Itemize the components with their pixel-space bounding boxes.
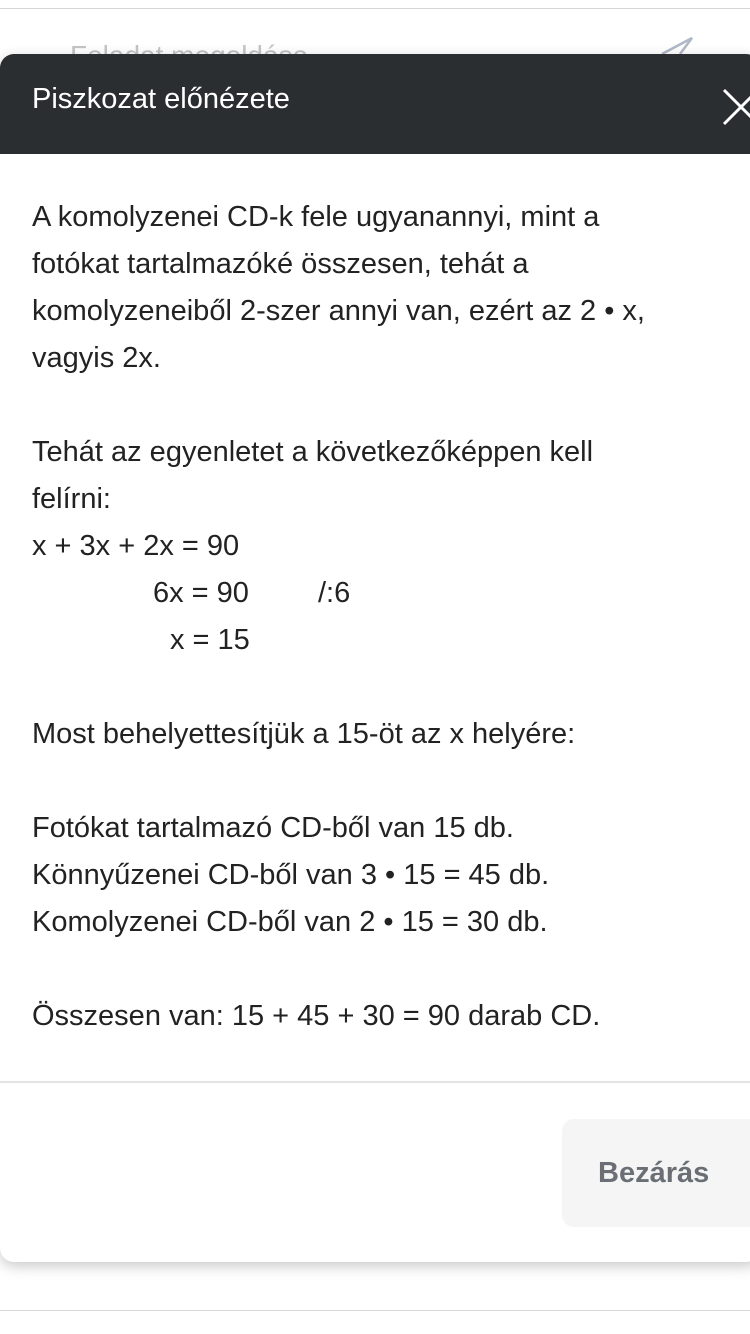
background-divider [0,8,750,9]
close-button[interactable]: Bezárás [562,1119,750,1227]
modal-title: Piszkozat előnézete [32,83,290,115]
equation-operation: /:6 [318,577,351,609]
modal-footer-divider [0,1081,750,1083]
text-line: komolyzeneiből 2-szer annyi van, ezért az 2 • x, [32,295,645,327]
text-line: vagyis 2x. [32,342,161,374]
text-line: Tehát az egyenletet a következőképpen kell [32,436,594,468]
text-line: A komolyzenei CD-k fele ugyanannyi, mint a [32,201,600,233]
send-icon [660,36,694,56]
text-line: Fotókat tartalmazó CD-ből van 15 db. [32,812,514,844]
equation-block [32,523,732,664]
modal-body [32,194,732,1040]
text-line: felírni: [32,483,111,515]
text-line: fotókat tartalmazóké összesen, tehát a [32,248,529,280]
text-line: Könnyűzenei CD-ből van 3 • 15 = 45 db. [32,859,550,891]
modal-header [0,54,750,154]
draft-preview-modal [0,54,750,1262]
background-divider-bottom [0,1310,750,1311]
paragraph-4 [32,805,732,946]
paragraph-3 [32,711,732,758]
close-icon[interactable] [718,84,750,126]
equation-line-3: x = 15 [170,624,250,656]
paragraph-5 [32,993,732,1040]
text-line: Összesen van: 15 + 45 + 30 = 90 darab CD. [32,1000,601,1032]
equation-line-1: x + 3x + 2x = 90 [32,530,240,562]
paragraph-1 [32,194,732,382]
text-line: Most behelyettesítjük a 15-öt az x helyére: [32,718,576,750]
equation-line-2: 6x = 90 [153,577,249,609]
paragraph-2 [32,429,732,523]
text-line: Komolyzenei CD-ből van 2 • 15 = 30 db. [32,906,548,938]
